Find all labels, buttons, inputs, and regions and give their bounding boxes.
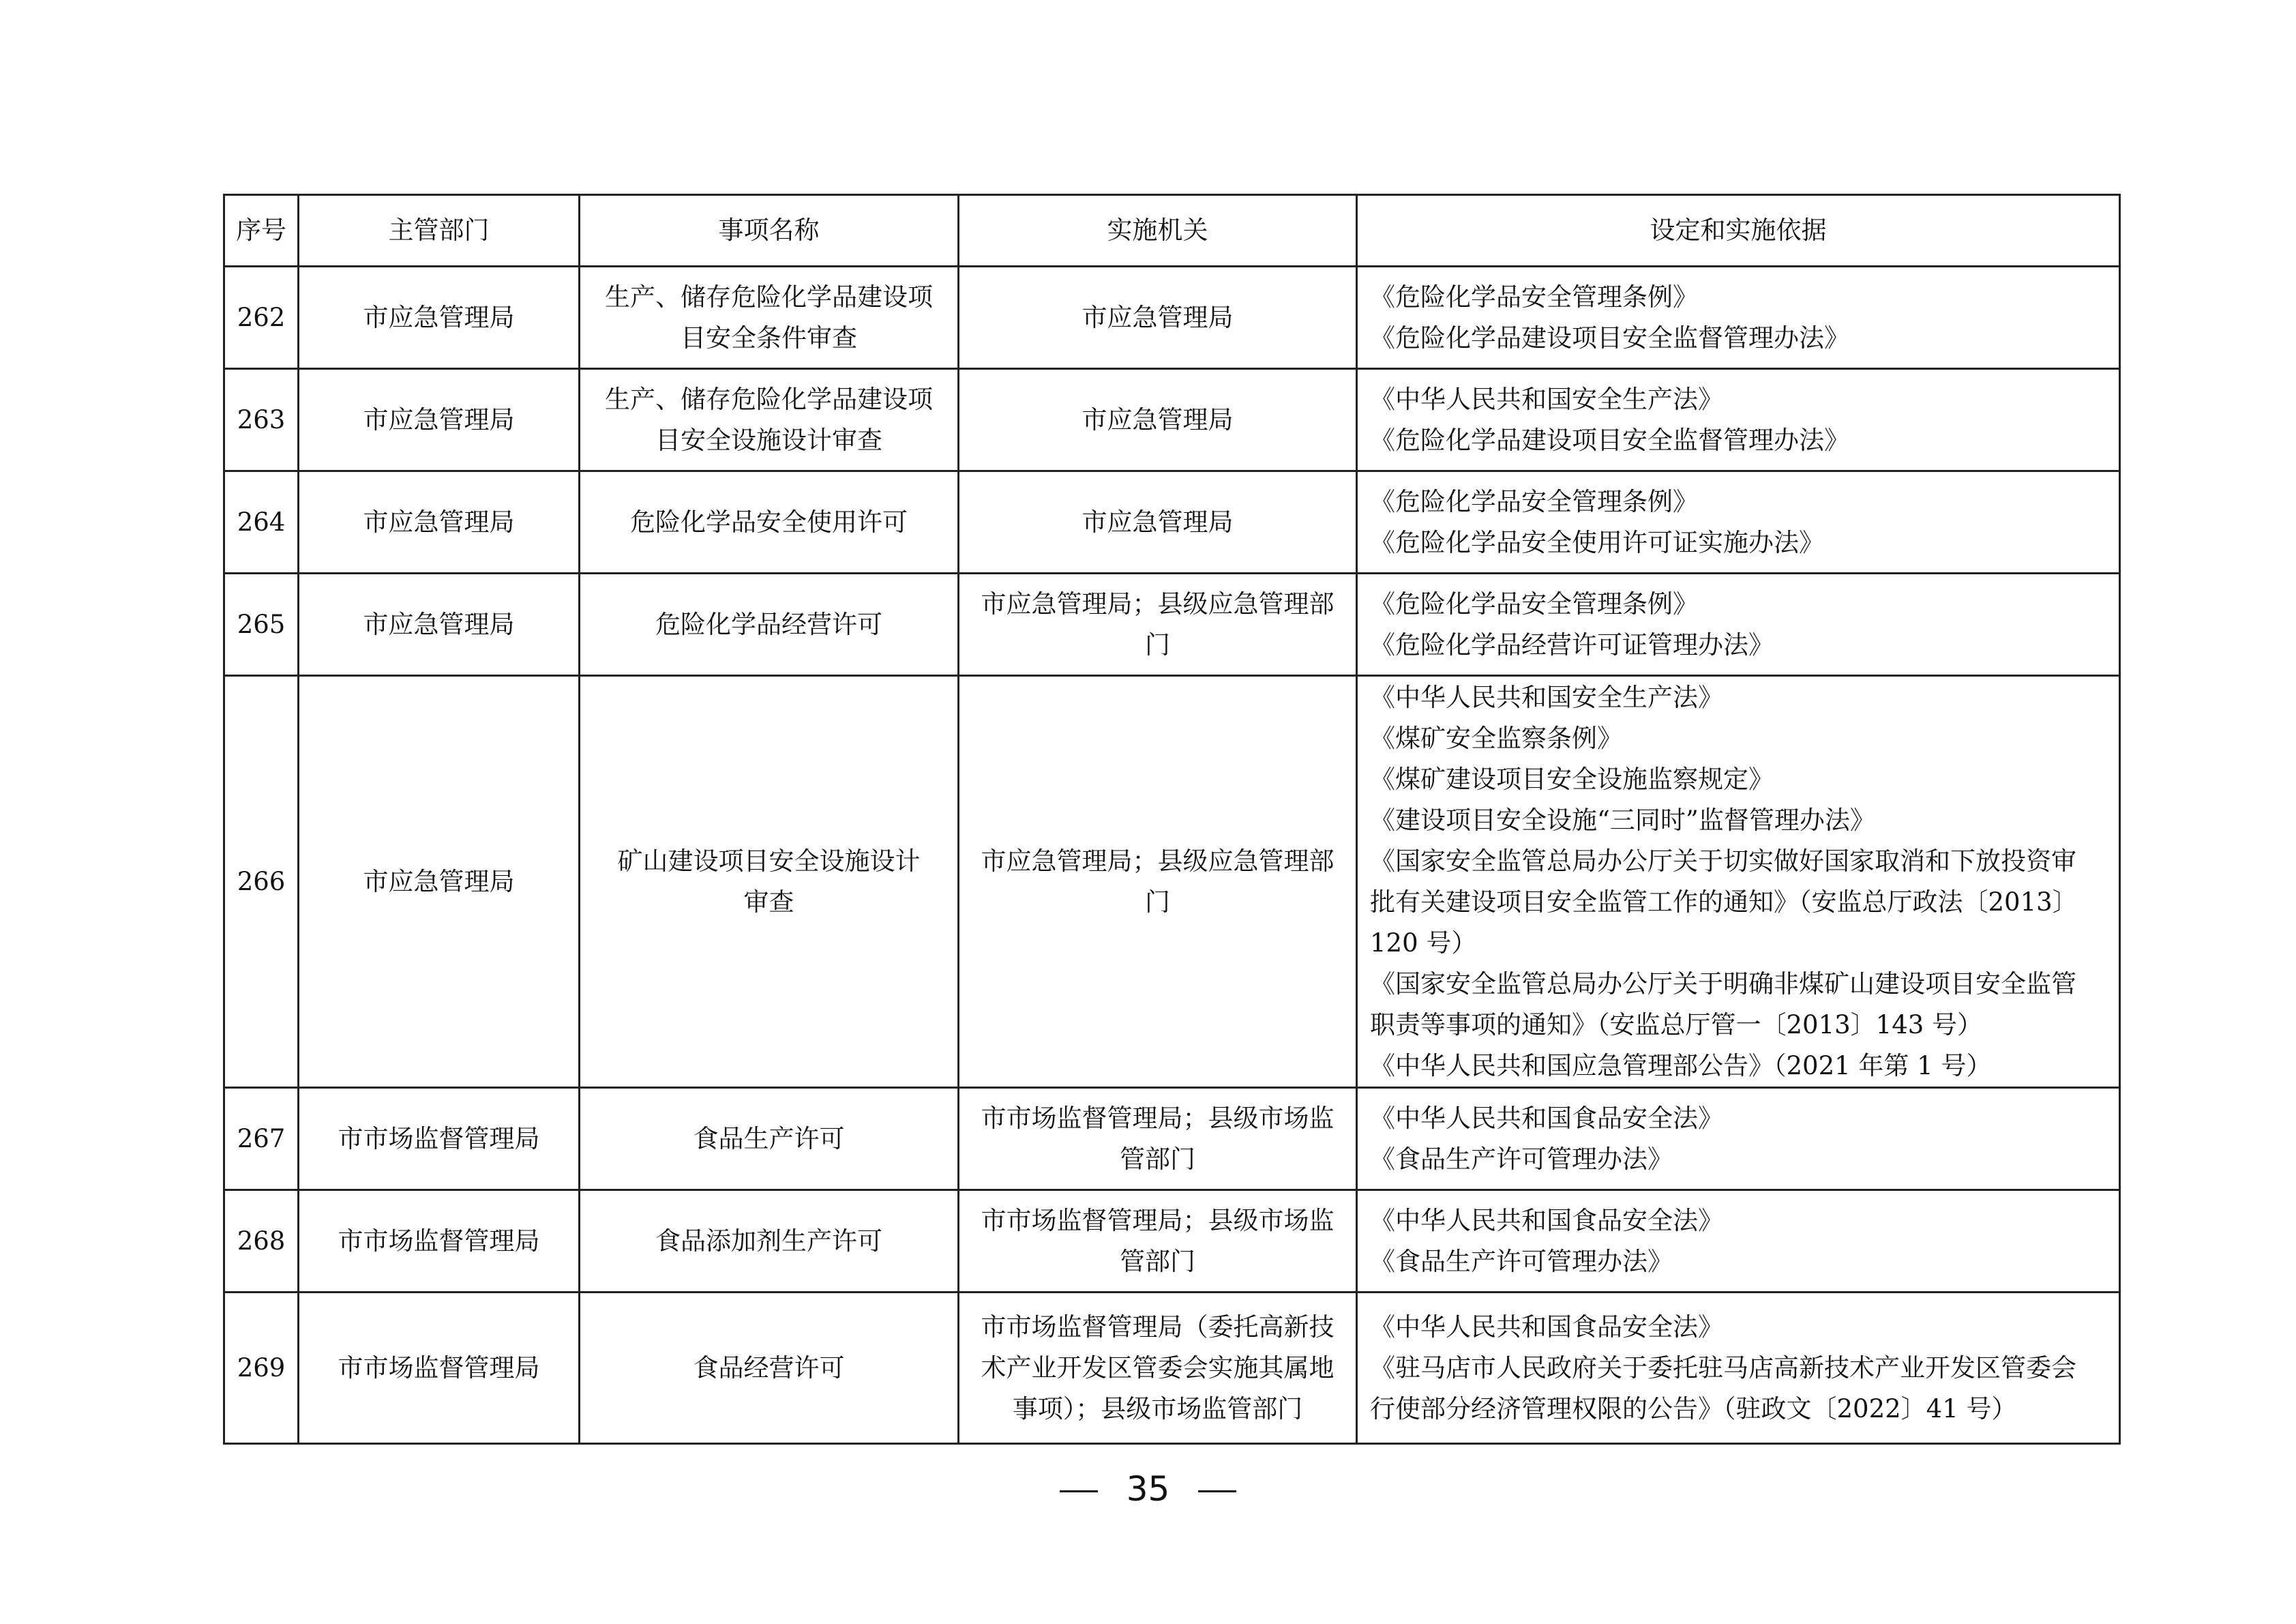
agency-line: 市应急管理局 xyxy=(1082,404,1234,434)
item-name-line: 目安全条件审查 xyxy=(681,323,857,353)
cell-serial-number: 265 xyxy=(224,574,299,676)
table-body xyxy=(224,267,2120,1444)
legal-basis-line: 职责等事项的通知》（安监总厅管一〔2013〕143 号） xyxy=(1370,1009,1983,1039)
legal-basis-line: 《建设项目安全设施“三同时”监督管理办法》 xyxy=(1370,805,1875,835)
agency-line: 术产业开发区管委会实施其属地 xyxy=(981,1353,1335,1383)
legal-basis-line: 《国家安全监管总局办公厅关于切实做好国家取消和下放投资审 xyxy=(1370,846,2076,876)
agency-line: 事项）；县级市场监管部门 xyxy=(1012,1393,1303,1423)
legal-basis-line: 《驻马店市人民政府关于委托驻马店高新技术产业开发区管委会 xyxy=(1370,1353,2076,1383)
page-number: 35 xyxy=(1126,1469,1170,1509)
legal-basis-line: 120 号） xyxy=(1370,928,1477,958)
table-row xyxy=(224,676,2120,1088)
table-row xyxy=(224,267,2120,369)
cell-department: 市市场监督管理局 xyxy=(299,1293,580,1444)
cell-implementing-agency xyxy=(959,1088,1357,1190)
cell-legal-basis xyxy=(1357,1088,2120,1190)
header-serial-number: 序号 xyxy=(224,195,299,267)
cell-legal-basis xyxy=(1357,1190,2120,1293)
cell-item-name xyxy=(580,1088,959,1190)
agency-line: 市应急管理局；县级应急管理部门 xyxy=(981,589,1335,660)
cell-implementing-agency xyxy=(959,471,1357,574)
cell-implementing-agency xyxy=(959,676,1357,1088)
legal-basis-line: 《危险化学品安全管理条例》 xyxy=(1370,282,1698,312)
legal-basis-line: 《危险化学品安全使用许可证实施办法》 xyxy=(1370,527,1824,557)
table-row xyxy=(224,1190,2120,1293)
item-name-line: 生产、储存危险化学品建设项 xyxy=(605,384,933,414)
agency-line: 市市场监督管理局；县级市场监 xyxy=(981,1103,1335,1133)
item-name-line: 食品生产许可 xyxy=(693,1123,845,1153)
cell-item-name xyxy=(580,267,959,369)
cell-item-name xyxy=(580,676,959,1088)
legal-basis-line: 《食品生产许可管理办法》 xyxy=(1370,1144,1673,1174)
item-name-line: 食品经营许可 xyxy=(693,1353,845,1383)
cell-serial-number: 263 xyxy=(224,369,299,471)
cell-legal-basis xyxy=(1357,471,2120,574)
cell-department: 市应急管理局 xyxy=(299,267,580,369)
table-row xyxy=(224,471,2120,574)
legal-basis-line: 《危险化学品安全管理条例》 xyxy=(1370,486,1698,516)
cell-department: 市应急管理局 xyxy=(299,676,580,1088)
cell-serial-number: 266 xyxy=(224,676,299,1088)
item-name-line: 危险化学品安全使用许可 xyxy=(630,507,908,537)
legal-basis-line: 《中华人民共和国食品安全法》 xyxy=(1370,1205,1723,1235)
cell-implementing-agency xyxy=(959,1293,1357,1444)
agency-line: 管部门 xyxy=(1120,1144,1195,1174)
item-name-line: 生产、储存危险化学品建设项 xyxy=(605,282,933,312)
legal-basis-line: 《危险化学品建设项目安全监督管理办法》 xyxy=(1370,323,1849,353)
legal-basis-line: 《中华人民共和国安全生产法》 xyxy=(1370,384,1723,414)
cell-implementing-agency xyxy=(959,369,1357,471)
item-name-line: 危险化学品经营许可 xyxy=(655,609,882,639)
cell-legal-basis xyxy=(1357,676,2120,1088)
legal-basis-line: 《国家安全监管总局办公厅关于明确非煤矿山建设项目安全监管 xyxy=(1370,969,2076,999)
legal-basis-line: 《煤矿建设项目安全设施监察规定》 xyxy=(1370,764,1774,794)
cell-legal-basis xyxy=(1357,574,2120,676)
agency-line: 市应急管理局；县级应急管理部门 xyxy=(981,846,1335,917)
legal-basis-line: 《中华人民共和国应急管理部公告》（2021 年第 1 号） xyxy=(1370,1050,1992,1080)
item-name-line: 矿山建设项目安全设施设计 xyxy=(617,846,921,876)
agency-line: 管部门 xyxy=(1120,1246,1195,1276)
cell-department: 市应急管理局 xyxy=(299,471,580,574)
cell-item-name xyxy=(580,471,959,574)
header-implementing-agency: 实施机关 xyxy=(959,195,1357,267)
legal-basis-line: 批有关建设项目安全监管工作的通知》（安监总厅政法〔2013〕 xyxy=(1370,887,2078,917)
header-legal-basis: 设定和实施依据 xyxy=(1357,195,2120,267)
agency-line: 市市场监督管理局（委托高新技 xyxy=(981,1312,1335,1342)
legal-basis-line: 《食品生产许可管理办法》 xyxy=(1370,1246,1673,1276)
agency-line: 市市场监督管理局；县级市场监 xyxy=(981,1205,1335,1235)
item-name-line: 审查 xyxy=(743,887,794,917)
cell-legal-basis xyxy=(1357,1293,2120,1444)
legal-basis-line: 《中华人民共和国食品安全法》 xyxy=(1370,1103,1723,1133)
cell-serial-number: 269 xyxy=(224,1293,299,1444)
agency-line: 市应急管理局 xyxy=(1082,507,1234,537)
legal-basis-line: 《中华人民共和国食品安全法》 xyxy=(1370,1312,1723,1342)
cell-item-name xyxy=(580,369,959,471)
legal-basis-line: 《煤矿安全监察条例》 xyxy=(1370,723,1622,753)
legal-basis-line: 《危险化学品安全管理条例》 xyxy=(1370,589,1698,619)
legal-basis-line: 行使部分经济管理权限的公告》（驻政文〔2022〕41 号） xyxy=(1370,1393,2017,1423)
item-name-line: 食品添加剂生产许可 xyxy=(655,1226,882,1256)
cell-department: 市市场监督管理局 xyxy=(299,1088,580,1190)
item-name-line: 目安全设施设计审查 xyxy=(655,425,882,455)
cell-item-name xyxy=(580,1190,959,1293)
footer-right-dash xyxy=(1198,1490,1236,1492)
page-footer xyxy=(0,1465,2296,1513)
legal-basis-line: 《危险化学品建设项目安全监督管理办法》 xyxy=(1370,425,1849,455)
cell-item-name xyxy=(580,1293,959,1444)
table-row xyxy=(224,369,2120,471)
cell-department: 市应急管理局 xyxy=(299,369,580,471)
header-department: 主管部门 xyxy=(299,195,580,267)
cell-serial-number: 268 xyxy=(224,1190,299,1293)
admin-licensing-table xyxy=(223,194,2121,1445)
cell-implementing-agency xyxy=(959,574,1357,676)
footer-left-dash xyxy=(1060,1490,1098,1492)
cell-implementing-agency xyxy=(959,1190,1357,1293)
cell-department: 市市场监督管理局 xyxy=(299,1190,580,1293)
agency-line: 市应急管理局 xyxy=(1082,302,1234,332)
cell-implementing-agency xyxy=(959,267,1357,369)
cell-serial-number: 264 xyxy=(224,471,299,574)
document-table-container xyxy=(223,194,2119,1445)
cell-legal-basis xyxy=(1357,267,2120,369)
table-row xyxy=(224,1088,2120,1190)
legal-basis-line: 《危险化学品经营许可证管理办法》 xyxy=(1370,630,1774,660)
cell-item-name xyxy=(580,574,959,676)
cell-legal-basis xyxy=(1357,369,2120,471)
table-row xyxy=(224,1293,2120,1444)
table-header-row xyxy=(224,195,2120,267)
cell-serial-number: 267 xyxy=(224,1088,299,1190)
cell-department: 市应急管理局 xyxy=(299,574,580,676)
header-item-name: 事项名称 xyxy=(580,195,959,267)
table-row xyxy=(224,574,2120,676)
cell-serial-number: 262 xyxy=(224,267,299,369)
legal-basis-line: 《中华人民共和国安全生产法》 xyxy=(1370,682,1723,712)
